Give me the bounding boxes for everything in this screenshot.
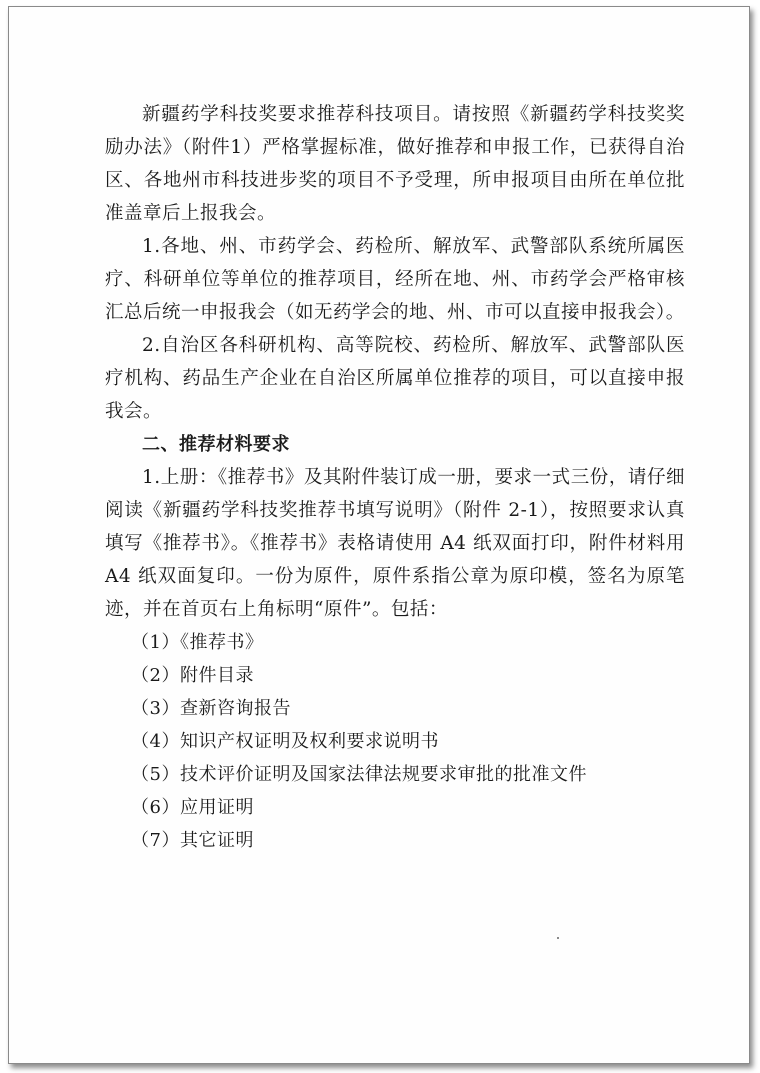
- rule-paragraph-1: 1.各地、州、市药学会、药检所、解放军、武警部队系统所属医疗、科研单位等单位的推荐项目，经所在地、州、市药学会严格审核汇总后统一申报我会（如无药学会的地、州、市可以直接申报我会）。: [105, 236, 685, 323]
- list-item: （5）技术评价证明及国家法律法规要求审批的批准文件: [131, 764, 587, 785]
- document-page: [8, 6, 750, 1064]
- document-body: [105, 98, 685, 857]
- list-item: （6）应用证明: [131, 797, 254, 818]
- section-heading: 二、推荐材料要求: [142, 434, 290, 455]
- list-item: （1）《推荐书》: [131, 632, 264, 653]
- section-paragraph: 1.上册：《推荐书》及其附件装订成一册，要求一式三份，请仔细阅读《新疆药学科技奖推荐书填写说明》（附件 2-1），按照要求认真填写《推荐书》。《推荐书》表格请使用 A4 纸双面打印，附件材料用 A4 纸双面复印。一份为原件，原件系指公章为原印模，签名为原笔迹，并在首页右上角标明“原件”。包括：: [105, 467, 685, 620]
- list-item: （4）知识产权证明及权利要求说明书: [131, 731, 439, 752]
- intro-paragraph: 新疆药学科技奖要求推荐科技项目。请按照《新疆药学科技奖奖励办法》（附件1）严格掌握标准，做好推荐和申报工作，已获得自治区、各地州市科技进步奖的项目不予受理，所申报项目由所在单位批准盖章后上报我会。: [105, 104, 685, 224]
- materials-list: [105, 626, 685, 857]
- list-item: （3）查新咨询报告: [131, 698, 291, 719]
- list-item: （7）其它证明: [131, 830, 254, 851]
- rule-paragraph-2: 2.自治区各科研机构、高等院校、药检所、解放军、武警部队医疗机构、药品生产企业在自治区所属单位推荐的项目，可以直接申报我会。: [105, 335, 685, 422]
- scan-speck: [557, 937, 559, 939]
- list-item: （2）附件目录: [131, 665, 254, 686]
